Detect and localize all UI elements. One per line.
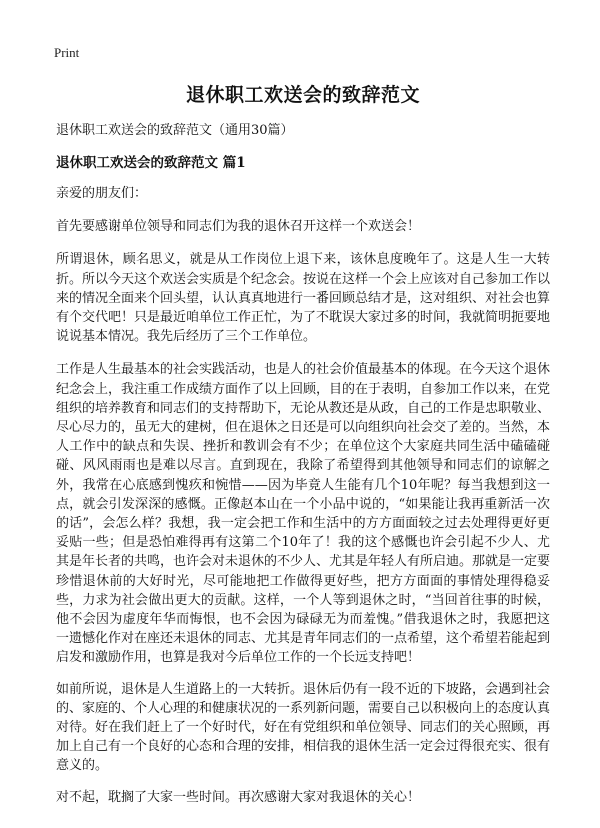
- body-paragraph: 如前所说，退休是人生道路上的一大转折。退休后仍有一段不近的下坡路，会遇到社会的、家庭的、个人心理的和健康状况的一系列新问题，需要自己以积极向上的态度认真对待。好在我们赶上了一个好时代，好在有党组织和单位领导、同志们的关心照顾，再加上自己有一个良好的心态和合理的安排，相信我的退休生活一定会过得很充实、很有意义的。: [56, 681, 551, 774]
- document-title: 退休职工欢送会的致辞范文: [185, 84, 420, 106]
- chapter-heading: 退休职工欢送会的致辞范文 篇1: [56, 155, 246, 171]
- body-paragraph: 所谓退休，顾名思义，就是从工作岗位上退下来，该休息度晚年了。这是人生一大转折。所以今天这个欢送会实质是个纪念会。按说在这样一个会上应该对自己参加工作以来的情况全面来个回头望，认认真真地进行一番回顾总结才是，这对组织、对社会也算有个交代吧！只是最近咱单位工作正忙，为了不耽误大家过多的时间，我就简明扼要地说说基本情况。我先后经历了三个工作单位。: [56, 252, 551, 345]
- document-subtitle: 退休职工欢送会的致辞范文（通用30篇）: [56, 123, 294, 138]
- closing-paragraph: 对不起，耽搁了大家一些时间。再次感谢大家对我退休的关心！: [56, 789, 421, 805]
- greeting-paragraph: 亲爱的朋友们：: [56, 186, 148, 201]
- print-link[interactable]: Print: [54, 45, 80, 60]
- body-paragraph: 工作是人生最基本的社会实践活动，也是人的社会价值最基本的体现。在今天这个退休纪念会上，我注重工作成绩方面作了以上回顾，目的在于表明，自参加工作以来，在党组织的培养教育和同志们的支持帮助下，无论从教还是从政，自己的工作是忠职敬业、尽心尽力的，虽无大的建树，但在退休之日还是可以向组织向社会交了差的。当然，本人工作中的缺点和失误、挫折和教训会有不少；在单位这个大家庭共同生活中磕磕碰碰、风风雨雨也是难以尽言。直到现在，我除了希望得到其他领导和同志们的谅解之外，我常在心底感到愧疚和惋惜——因为毕竟人生能有几个10年呢？每当我想到这一点，就会引发深深的感慨。正像赵本山在一个小品中说的，“如果能让我再重新活一次的话”，会怎么样？我想，我一定会把工作和生活中的方方面面较之过去处理得更好更妥贴一些；但是恐怕难得再有这第二个10年了！我的这个感慨也许会引起不少人、尤其是年长者的共鸣，也许会对未退休的不少人、尤其是年轻人有所启迪。那就是一定要珍惜退休前的大好时光，尽可能地把工作做得更好些，把方方面面的事情处理得稳妥些，力求为社会做出更大的贡献。这样，一个人等到退休之时，“当回首往事的时候，他不会因为虚度年华而悔恨，也不会因为碌碌无为而羞愧。”借我退休之时，我愿把这一遗憾化作对在座还未退休的同志、尤其是青年同志们的一点希望，这个希望若能起到启发和激励作用，也算是我对今后单位工作的一个长远支持吧！: [56, 362, 551, 666]
- thanks-paragraph: 首先要感谢单位领导和同志们为我的退休召开这样一个欢送会！: [56, 219, 421, 235]
